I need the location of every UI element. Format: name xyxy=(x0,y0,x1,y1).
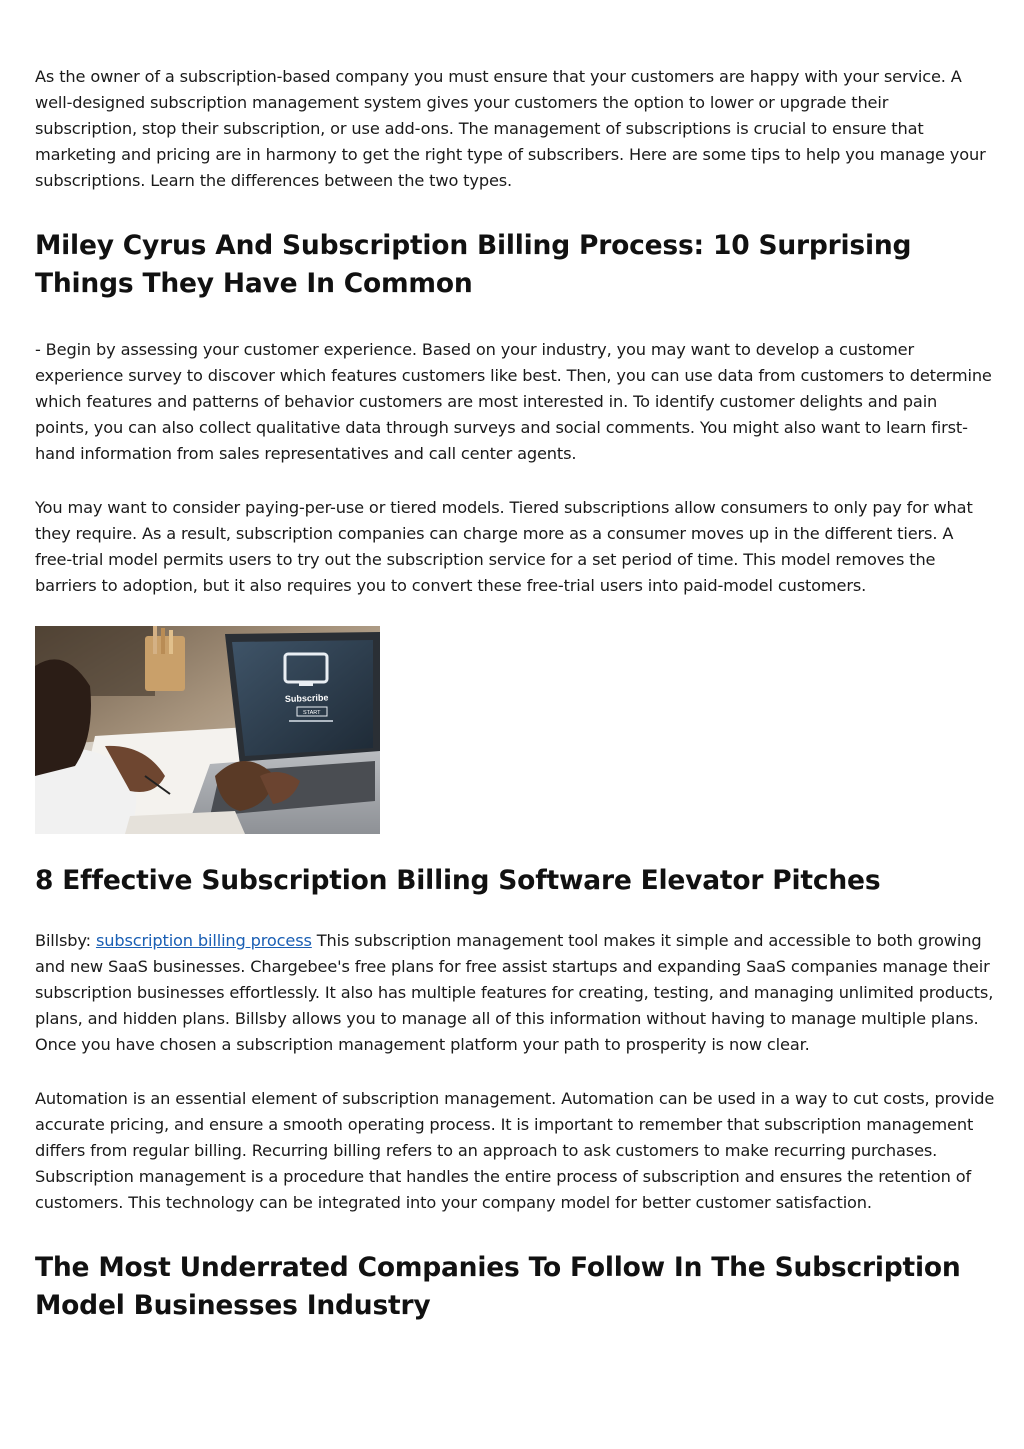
screen-start-button: START xyxy=(303,710,321,716)
billsby-prefix: Billsby: xyxy=(35,931,96,950)
subscribe-laptop-photo xyxy=(35,626,380,834)
paragraph-billsby xyxy=(35,928,995,1058)
section-heading-underrated-companies: The Most Underrated Companies To Follow In The Subscription Model Businesses Industry xyxy=(35,1252,961,1321)
subscription-billing-process-link[interactable]: subscription billing process xyxy=(95,931,312,950)
billsby-description: This subscription management tool makes it simple and accessible to both growing and new SaaS businesses. Chargebee's free plans for free assist startups and expanding SaaS companies manage their subscription businesses effortlessly. It also has multiple features for creating, testing, and managing unlimited products, plans, and hidden plans. Billsby allows you to manage all of this information without having to manage multiple plans. Once you have chosen a subscription management platform your path to prosperity is now clear. xyxy=(35,931,994,1054)
section-heading-miley-cyrus: Miley Cyrus And Subscription Billing Process: 10 Surprising Things They Have In Common xyxy=(35,230,912,299)
paragraph-automation: Automation is an essential element of subscription management. Automation can be used in a way to cut costs, provide accurate pricing, and ensure a smooth operating process. It is important to remember that subscription management differs from regular billing. Recurring billing refers to an approach to ask customers to make recurring purchases. Subscription management is a procedure that handles the entire process of subscription and ensures the retention of customers. This technology can be integrated into your company model for better customer satisfaction. xyxy=(35,1089,995,1212)
article xyxy=(35,64,995,1325)
paragraph-customer-experience: - Begin by assessing your customer experience. Based on your industry, you may want to develop a customer experience survey to discover which features customers like best. Then, you can use data from customers to determine which features and patterns of behavior customers are most interested in. To identify customer delights and pain points, you can also collect qualitative data through surveys and social comments. You might also want to learn first-hand information from sales representatives and call center agents. xyxy=(35,340,992,463)
intro-paragraph: As the owner of a subscription-based company you must ensure that your customers are happy with your service. A well-designed subscription management system gives your customers the option to lower or upgrade their subscription, stop their subscription, or use add-ons. The management of subscriptions is crucial to ensure that marketing and pricing are in harmony to get the right type of subscribers. Here are some tips to help you manage your subscriptions. Learn the differences between the two types. xyxy=(35,67,986,190)
section-heading-elevator-pitches: 8 Effective Subscription Billing Software Elevator Pitches xyxy=(35,865,881,896)
screen-subscribe-text: Subscribe xyxy=(284,692,329,704)
paragraph-tiered-models: You may want to consider paying-per-use or tiered models. Tiered subscriptions allow consumers to only pay for what they require. As a result, subscription companies can charge more as a consumer moves up in the different tiers. A free-trial model permits users to try out the subscription service for a set period of time. This model removes the barriers to adoption, but it also requires you to convert these free-trial users into paid-model customers. xyxy=(35,498,973,595)
